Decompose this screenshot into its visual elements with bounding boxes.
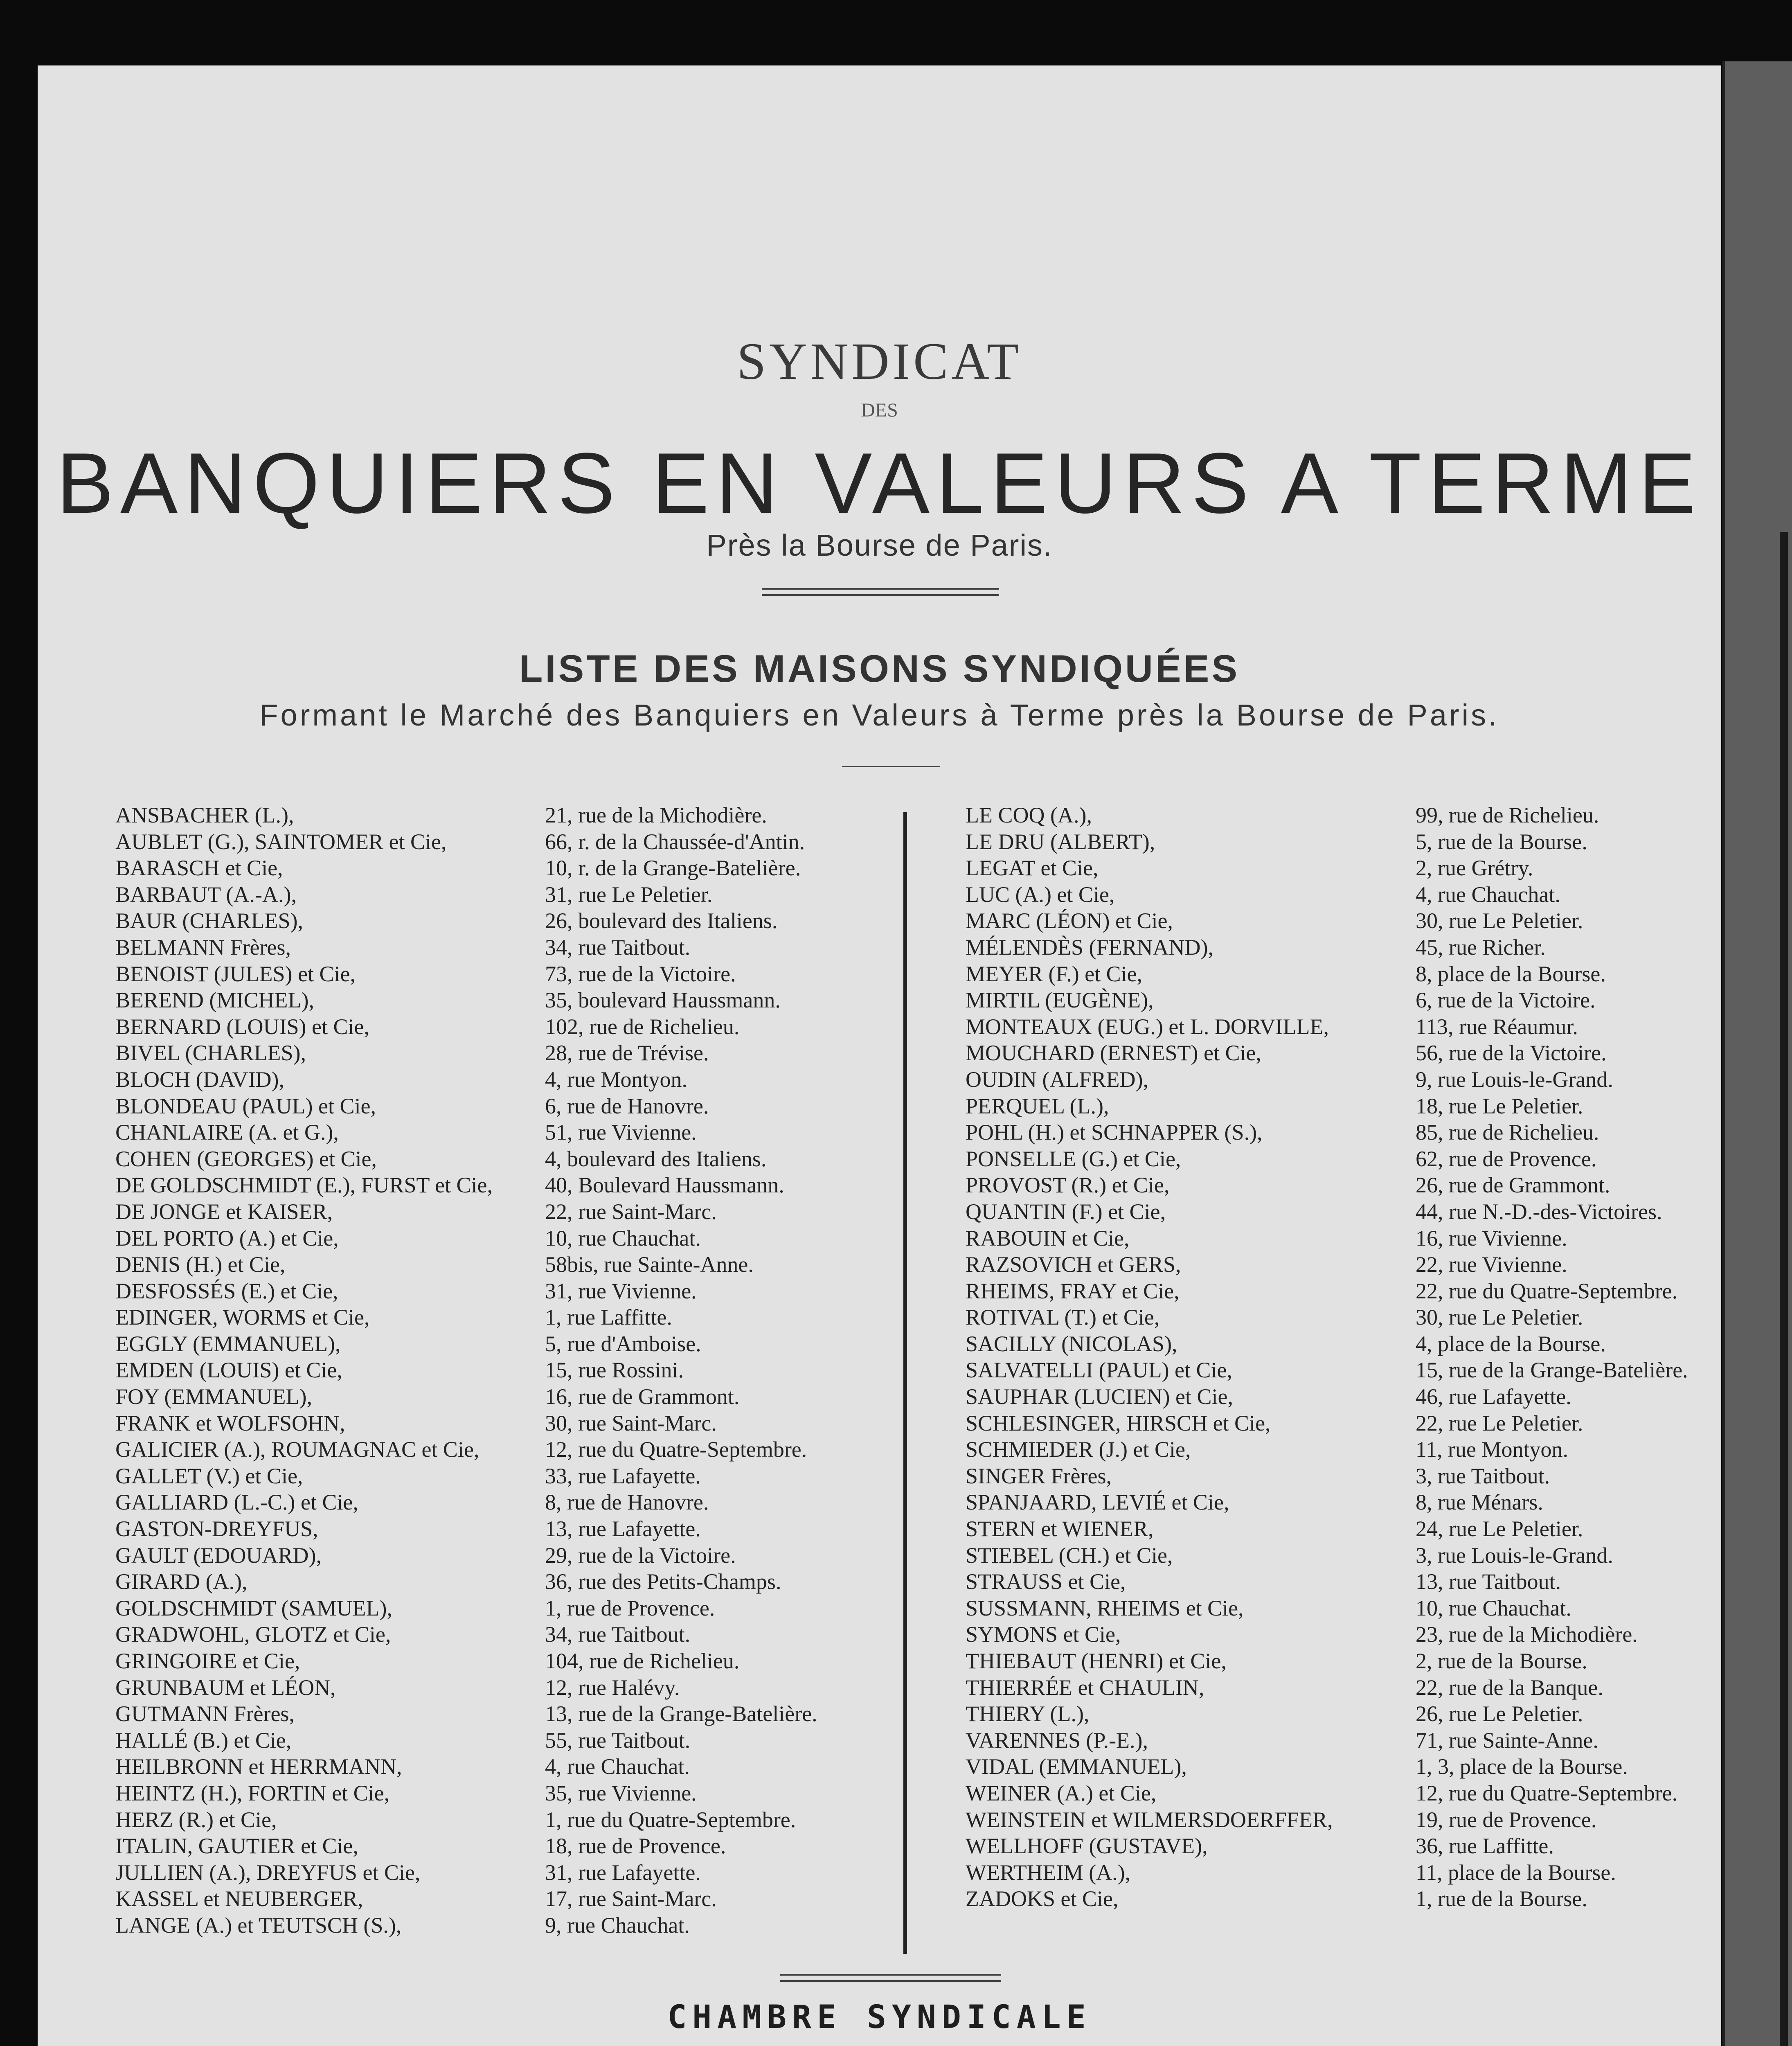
firm-address: 33, rue Lafayette.	[545, 1463, 701, 1488]
firm-name: EGGLY (EMMANUEL),	[115, 1331, 341, 1356]
firm-name: GRUNBAUM et LÉON,	[115, 1675, 336, 1700]
firm-name: SPANJAARD, LEVIÉ et Cie,	[966, 1490, 1229, 1515]
member-row	[966, 1040, 1718, 1066]
member-row	[966, 1516, 1718, 1542]
firm-name: VARENNES (P.-E.),	[966, 1728, 1148, 1753]
firm-address: 24, rue Le Peletier.	[1416, 1516, 1583, 1541]
firm-name: STRAUSS et Cie,	[966, 1569, 1126, 1594]
member-row	[966, 1304, 1718, 1331]
member-row	[115, 1278, 913, 1305]
member-row	[966, 1780, 1718, 1807]
firm-name: PROVOST (R.) et Cie,	[966, 1173, 1170, 1198]
member-row	[966, 1172, 1718, 1199]
member-row	[966, 1807, 1718, 1833]
member-row	[966, 1859, 1718, 1886]
firm-address: 10, rue Chauchat.	[1416, 1595, 1571, 1620]
firm-address: 46, rue Lafayette.	[1416, 1384, 1571, 1409]
firm-address: 3, rue Taitbout.	[1416, 1463, 1550, 1488]
firm-address: 26, rue de Grammont.	[1416, 1173, 1610, 1198]
subtitle: Près la Bourse de Paris.	[706, 528, 1053, 562]
member-row	[966, 881, 1718, 908]
firm-name: DE JONGE et KAISER,	[115, 1199, 333, 1224]
member-row	[115, 1384, 913, 1410]
firm-name: MARC (LÉON) et Cie,	[966, 908, 1173, 933]
firm-name: GRADWOHL, GLOTZ et Cie,	[115, 1622, 391, 1647]
firm-name: SINGER Frères,	[966, 1463, 1112, 1488]
firm-name: STERN et WIENER,	[966, 1516, 1154, 1541]
member-row	[966, 1225, 1718, 1252]
firm-address: 2, rue de la Bourse.	[1416, 1649, 1587, 1673]
firm-address: 6, rue de Hanovre.	[545, 1093, 709, 1118]
members-list-left	[115, 802, 913, 1939]
firm-address: 1, rue de la Bourse.	[1416, 1886, 1587, 1911]
member-row	[115, 881, 913, 908]
member-row	[115, 1410, 913, 1437]
firm-name: DENIS (H.) et Cie,	[115, 1252, 286, 1277]
firm-address: 11, rue Montyon.	[1416, 1437, 1568, 1462]
member-row	[115, 802, 913, 829]
firm-address: 29, rue de la Victoire.	[545, 1543, 736, 1568]
firm-address: 71, rue Sainte-Anne.	[1416, 1728, 1598, 1753]
firm-address: 45, rue Richer.	[1416, 935, 1546, 960]
firm-address: 31, rue Lafayette.	[545, 1860, 701, 1885]
firm-address: 9, rue Chauchat.	[545, 1913, 690, 1938]
member-row	[966, 1093, 1718, 1120]
firm-address: 13, rue Lafayette.	[545, 1516, 701, 1541]
firm-address: 16, rue Vivienne.	[1416, 1226, 1567, 1251]
member-row	[115, 1146, 913, 1172]
firm-address: 36, rue des Petits-Champs.	[545, 1569, 781, 1594]
firm-name: DESFOSSÉS (E.) et Cie,	[115, 1278, 338, 1303]
firm-address: 9, rue Louis-le-Grand.	[1416, 1067, 1613, 1092]
firm-address: 4, rue Montyon.	[545, 1067, 687, 1092]
member-row	[115, 1093, 913, 1120]
firm-name: LE COQ (A.),	[966, 803, 1092, 827]
firm-name: SALVATELLI (PAUL) et Cie,	[966, 1358, 1233, 1383]
firm-name: SACILLY (NICOLAS),	[966, 1331, 1177, 1356]
firm-name: OUDIN (ALFRED),	[966, 1067, 1148, 1092]
firm-name: SAUPHAR (LUCIEN) et Cie,	[966, 1384, 1233, 1409]
firm-address: 12, rue Halévy.	[545, 1675, 680, 1700]
firm-name: QUANTIN (F.) et Cie,	[966, 1199, 1166, 1224]
member-row	[115, 1251, 913, 1278]
member-row	[966, 1727, 1718, 1754]
firm-name: RABOUIN et Cie,	[966, 1226, 1130, 1251]
firm-name: GASTON-DREYFUS,	[115, 1516, 318, 1541]
member-row	[966, 855, 1718, 881]
member-row	[115, 829, 913, 855]
member-row	[115, 1621, 913, 1648]
firm-name: GALLET (V.) et Cie,	[115, 1463, 303, 1488]
member-row	[966, 961, 1718, 987]
member-row	[966, 1014, 1718, 1040]
firm-name: ROTIVAL (T.) et Cie,	[966, 1305, 1160, 1330]
firm-name: HERZ (R.) et Cie,	[115, 1807, 277, 1832]
syndicat-heading: SYNDICAT	[737, 332, 1022, 390]
firm-address: 19, rue de Provence.	[1416, 1807, 1597, 1832]
firm-address: 8, rue de Hanovre.	[545, 1490, 709, 1515]
member-row	[966, 1833, 1718, 1859]
firm-name: LANGE (A.) et TEUTSCH (S.),	[115, 1913, 402, 1938]
firm-address: 102, rue de Richelieu.	[545, 1014, 740, 1039]
firm-address: 31, rue Vivienne.	[545, 1278, 697, 1303]
member-row	[966, 1146, 1718, 1172]
member-row	[966, 1674, 1718, 1701]
double-rule-2-top	[780, 1974, 1001, 1976]
firm-address: 18, rue de Provence.	[545, 1834, 726, 1859]
member-row	[115, 1568, 913, 1595]
firm-name: BELMANN Frères,	[115, 935, 291, 960]
firm-address: 104, rue de Richelieu.	[545, 1649, 740, 1673]
firm-name: BAUR (CHARLES),	[115, 908, 304, 933]
firm-address: 51, rue Vivienne.	[545, 1120, 697, 1145]
firm-address: 22, rue Le Peletier.	[1416, 1411, 1583, 1435]
member-row	[115, 1331, 913, 1357]
firm-address: 26, rue Le Peletier.	[1416, 1701, 1583, 1726]
firm-name: GAULT (EDOUARD),	[115, 1543, 322, 1568]
firm-name: COHEN (GEORGES) et Cie,	[115, 1146, 377, 1171]
member-row	[966, 1384, 1718, 1410]
member-row	[966, 1251, 1718, 1278]
member-row	[115, 1674, 913, 1701]
firm-name: THIEBAUT (HENRI) et Cie,	[966, 1649, 1227, 1673]
member-row	[966, 1542, 1718, 1569]
firm-name: GUTMANN Frères,	[115, 1701, 295, 1726]
firm-name: BARBAUT (A.-A.),	[115, 882, 297, 907]
member-row	[115, 1542, 913, 1569]
main-title: BANQUIERS EN VALEURS A TERME	[56, 435, 1702, 531]
firm-name: SYMONS et Cie,	[966, 1622, 1121, 1647]
member-row	[115, 1516, 913, 1542]
chambre-heading: CHAMBRE SYNDICALE	[667, 1999, 1092, 2036]
firm-address: 66, r. de la Chaussée-d'Antin.	[545, 829, 805, 854]
member-row	[115, 1014, 913, 1040]
firm-name: BLONDEAU (PAUL) et Cie,	[115, 1093, 376, 1118]
firm-name: THIERY (L.),	[966, 1701, 1090, 1726]
firm-address: 16, rue de Grammont.	[545, 1384, 740, 1409]
firm-name: RAZSOVICH et GERS,	[966, 1252, 1181, 1277]
firm-address: 30, rue Le Peletier.	[1416, 908, 1583, 933]
member-row	[115, 1701, 913, 1727]
firm-address: 10, rue Chauchat.	[545, 1226, 701, 1251]
firm-address: 55, rue Taitbout.	[545, 1728, 691, 1753]
firm-name: EDINGER, WORMS et Cie,	[115, 1305, 370, 1330]
member-row	[115, 908, 913, 934]
firm-name: ANSBACHER (L.),	[115, 803, 294, 827]
column-divider	[903, 812, 907, 1954]
firm-name: BLOCH (DAVID),	[115, 1067, 284, 1092]
firm-address: 22, rue de la Banque.	[1416, 1675, 1603, 1700]
member-row	[966, 987, 1718, 1014]
firm-address: 22, rue Saint-Marc.	[545, 1199, 717, 1224]
member-row	[115, 1357, 913, 1384]
firm-name: DEL PORTO (A.) et Cie,	[115, 1226, 339, 1251]
member-row	[115, 1859, 913, 1886]
firm-address: 12, rue du Quatre-Septembre.	[545, 1437, 807, 1462]
member-row	[966, 1648, 1718, 1674]
member-row	[115, 1436, 913, 1463]
firm-address: 22, rue Vivienne.	[1416, 1252, 1567, 1277]
member-row	[966, 1410, 1718, 1437]
firm-name: WELLHOFF (GUSTAVE),	[966, 1834, 1208, 1859]
firm-address: 1, rue de Provence.	[545, 1595, 715, 1620]
member-row	[966, 1621, 1718, 1648]
firm-name: PONSELLE (G.) et Cie,	[966, 1146, 1181, 1171]
firm-name: MÉLENDÈS (FERNAND),	[966, 935, 1213, 960]
firm-name: WEINSTEIN et WILMERSDOERFFER,	[966, 1807, 1333, 1832]
firm-address: 36, rue Laffitte.	[1416, 1834, 1554, 1859]
firm-address: 1, rue Laffitte.	[545, 1305, 672, 1330]
firm-name: VIDAL (EMMANUEL),	[966, 1754, 1187, 1779]
firm-name: SUSSMANN, RHEIMS et Cie,	[966, 1595, 1244, 1620]
double-rule-2-bottom	[780, 1980, 1001, 1982]
member-row	[115, 1753, 913, 1780]
firm-address: 34, rue Taitbout.	[545, 935, 691, 960]
firm-address: 1, rue du Quatre-Septembre.	[545, 1807, 796, 1832]
firm-address: 5, rue d'Amboise.	[545, 1331, 701, 1356]
member-row	[115, 1727, 913, 1754]
firm-address: 17, rue Saint-Marc.	[545, 1886, 717, 1911]
firm-name: LEGAT et Cie,	[966, 856, 1099, 881]
firm-name: EMDEN (LOUIS) et Cie,	[115, 1358, 342, 1383]
member-row	[966, 1489, 1718, 1516]
firm-address: 28, rue de Trévise.	[545, 1041, 709, 1066]
firm-name: GIRARD (A.),	[115, 1569, 248, 1594]
firm-address: 23, rue de la Michodière.	[1416, 1622, 1638, 1647]
firm-address: 4, rue Chauchat.	[545, 1754, 690, 1779]
firm-address: 2, rue Grétry.	[1416, 856, 1533, 881]
firm-name: WEINER (A.) et Cie,	[966, 1780, 1157, 1805]
member-row	[966, 1753, 1718, 1780]
member-row	[966, 829, 1718, 855]
firm-address: 4, boulevard des Italiens.	[545, 1146, 767, 1171]
firm-address: 11, place de la Bourse.	[1416, 1860, 1616, 1885]
firm-name: GRINGOIRE et Cie,	[115, 1649, 300, 1673]
document-page	[38, 65, 1721, 2046]
firm-name: STIEBEL (CH.) et Cie,	[966, 1543, 1173, 1568]
firm-address: 62, rue de Provence.	[1416, 1146, 1597, 1171]
firm-name: WERTHEIM (A.),	[966, 1860, 1131, 1885]
firm-address: 44, rue N.-D.-des-Victoires.	[1416, 1199, 1662, 1224]
firm-name: SCHMIEDER (J.) et Cie,	[966, 1437, 1191, 1462]
list-heading: LISTE DES MAISONS SYNDIQUÉES	[519, 647, 1240, 690]
member-row	[115, 1172, 913, 1199]
firm-name: RHEIMS, FRAY et Cie,	[966, 1278, 1180, 1303]
member-row	[115, 1886, 913, 1912]
firm-name: THIERRÉE et CHAULIN,	[966, 1675, 1204, 1700]
firm-name: ITALIN, GAUTIER et Cie,	[115, 1834, 359, 1859]
firm-address: 40, Boulevard Haussmann.	[545, 1173, 784, 1198]
firm-address: 10, r. de la Grange-Batelière.	[545, 856, 801, 881]
firm-address: 30, rue Le Peletier.	[1416, 1305, 1583, 1330]
firm-name: JULLIEN (A.), DREYFUS et Cie,	[115, 1860, 421, 1885]
double-rule-top	[762, 588, 999, 590]
firm-address: 113, rue Réaumur.	[1416, 1014, 1578, 1039]
firm-address: 73, rue de la Victoire.	[545, 961, 736, 986]
binding-strip	[1780, 532, 1788, 2046]
member-row	[115, 1780, 913, 1807]
firm-address: 58bis, rue Sainte-Anne.	[545, 1252, 754, 1277]
firm-address: 31, rue Le Peletier.	[545, 882, 713, 907]
firm-name: BEREND (MICHEL),	[115, 988, 314, 1013]
member-row	[115, 961, 913, 987]
member-row	[966, 1331, 1718, 1357]
firm-name: LUC (A.) et Cie,	[966, 882, 1115, 907]
firm-address: 35, boulevard Haussmann.	[545, 988, 781, 1013]
firm-name: MOUCHARD (ERNEST) et Cie,	[966, 1041, 1261, 1066]
member-row	[966, 1463, 1718, 1489]
member-row	[966, 1701, 1718, 1727]
member-row	[115, 1489, 913, 1516]
firm-name: KASSEL et NEUBERGER,	[115, 1886, 363, 1911]
firm-address: 18, rue Le Peletier.	[1416, 1093, 1583, 1118]
firm-address: 8, rue Ménars.	[1416, 1490, 1543, 1515]
member-row	[115, 987, 913, 1014]
firm-address: 99, rue de Richelieu.	[1416, 803, 1599, 827]
firm-address: 1, 3, place de la Bourse.	[1416, 1754, 1628, 1779]
firm-name: BARASCH et Cie,	[115, 856, 283, 881]
member-row	[966, 1568, 1718, 1595]
firm-address: 13, rue de la Grange-Batelière.	[545, 1701, 817, 1726]
firm-name: DE GOLDSCHMIDT (E.), FURST et Cie,	[115, 1173, 493, 1198]
firm-name: SCHLESINGER, HIRSCH et Cie,	[966, 1411, 1271, 1435]
member-row	[115, 1199, 913, 1225]
member-row	[115, 1912, 913, 1939]
firm-name: FRANK et WOLFSOHN,	[115, 1411, 345, 1435]
firm-name: MONTEAUX (EUG.) et L. DORVILLE,	[966, 1014, 1329, 1039]
member-row	[966, 1357, 1718, 1384]
des-word: DES	[861, 399, 898, 421]
double-rule-bottom	[762, 594, 999, 596]
member-row	[966, 802, 1718, 829]
member-row	[115, 1304, 913, 1331]
short-rule	[842, 766, 940, 767]
firm-address: 21, rue de la Michodière.	[545, 803, 767, 827]
member-row	[115, 1066, 913, 1093]
firm-address: 15, rue de la Grange-Batelière.	[1416, 1358, 1688, 1383]
member-row	[966, 1066, 1718, 1093]
firm-name: POHL (H.) et SCHNAPPER (S.),	[966, 1120, 1263, 1145]
list-subheading: Formant le Marché des Banquiers en Valeurs à Terme près la Bourse de Paris.	[259, 698, 1499, 732]
member-row	[966, 1886, 1718, 1912]
firm-name: ZADOKS et Cie,	[966, 1886, 1119, 1911]
firm-name: GOLDSCHMIDT (SAMUEL),	[115, 1595, 393, 1620]
firm-address: 56, rue de la Victoire.	[1416, 1041, 1607, 1066]
member-row	[115, 1463, 913, 1489]
member-row	[115, 1807, 913, 1833]
member-row	[115, 1595, 913, 1622]
members-list-right	[966, 802, 1718, 1912]
member-row	[966, 908, 1718, 934]
firm-address: 4, rue Chauchat.	[1416, 882, 1560, 907]
member-row	[115, 1833, 913, 1859]
member-row	[966, 1278, 1718, 1305]
member-row	[115, 934, 913, 961]
firm-name: HEILBRONN et HERRMANN,	[115, 1754, 402, 1779]
firm-name: BERNARD (LOUIS) et Cie,	[115, 1014, 369, 1039]
firm-name: AUBLET (G.), SAINTOMER et Cie,	[115, 829, 447, 854]
firm-name: FOY (EMMANUEL),	[115, 1384, 312, 1409]
firm-name: GALLIARD (L.-C.) et Cie,	[115, 1490, 358, 1515]
firm-address: 8, place de la Bourse.	[1416, 961, 1606, 986]
firm-name: MEYER (F.) et Cie,	[966, 961, 1143, 986]
firm-name: CHANLAIRE (A. et G.),	[115, 1120, 339, 1145]
member-row	[115, 1648, 913, 1674]
firm-name: BENOIST (JULES) et Cie,	[115, 961, 356, 986]
firm-address: 34, rue Taitbout.	[545, 1622, 691, 1647]
member-row	[966, 1199, 1718, 1225]
member-row	[115, 1225, 913, 1252]
firm-address: 5, rue de la Bourse.	[1416, 829, 1587, 854]
member-row	[115, 1119, 913, 1146]
member-row	[115, 855, 913, 881]
firm-address: 15, rue Rossini.	[545, 1358, 684, 1383]
firm-name: GALICIER (A.), ROUMAGNAC et Cie,	[115, 1437, 480, 1462]
firm-name: LE DRU (ALBERT),	[966, 829, 1155, 854]
member-row	[115, 1040, 913, 1066]
firm-address: 22, rue du Quatre-Septembre.	[1416, 1278, 1678, 1303]
firm-name: PERQUEL (L.),	[966, 1093, 1109, 1118]
firm-name: HALLÉ (B.) et Cie,	[115, 1728, 292, 1753]
firm-address: 3, rue Louis-le-Grand.	[1416, 1543, 1613, 1568]
firm-name: BIVEL (CHARLES),	[115, 1041, 306, 1066]
firm-address: 35, rue Vivienne.	[545, 1780, 697, 1805]
firm-address: 30, rue Saint-Marc.	[545, 1411, 717, 1435]
firm-address: 13, rue Taitbout.	[1416, 1569, 1561, 1594]
member-row	[966, 934, 1718, 961]
member-row	[966, 1119, 1718, 1146]
firm-address: 6, rue de la Victoire.	[1416, 988, 1596, 1013]
firm-address: 26, boulevard des Italiens.	[545, 908, 778, 933]
member-row	[966, 1436, 1718, 1463]
firm-name: MIRTIL (EUGÈNE),	[966, 988, 1154, 1013]
firm-address: 4, place de la Bourse.	[1416, 1331, 1606, 1356]
member-row	[966, 1595, 1718, 1622]
firm-address: 12, rue du Quatre-Septembre.	[1416, 1780, 1678, 1805]
firm-name: HEINTZ (H.), FORTIN et Cie,	[115, 1780, 390, 1805]
firm-address: 85, rue de Richelieu.	[1416, 1120, 1599, 1145]
